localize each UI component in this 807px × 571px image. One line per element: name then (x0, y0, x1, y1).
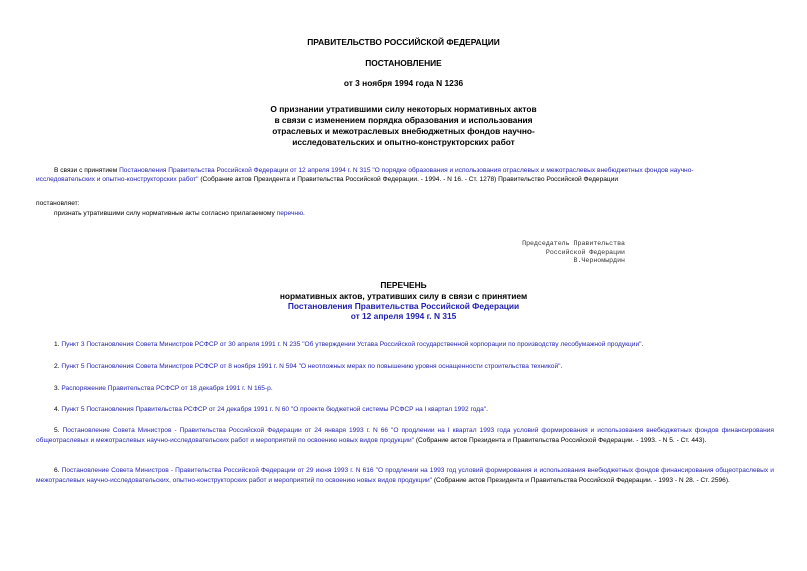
item-link[interactable]: Распоряжение Правительства РСФСР от 18 декабря 1991 г. N 165-р (61, 385, 271, 392)
date-number-heading: от 3 ноября 1994 года N 1236 (343, 78, 464, 88)
item-link[interactable]: Пункт 3 Постановления Совета Министров РСФСР от 30 апреля 1991 г. N 235 "Об утверждении Устава Российской государственной корпорации по производству лесобумажной продукции" (61, 341, 642, 348)
recognize-text (54, 209, 305, 218)
intro-suffix: (Собрание актов Президента и Правительства Российской Федерации. - 1994. - N 16. - Ст. 1278) Правительство Российской Федерации (198, 176, 619, 184)
list-item (36, 405, 774, 415)
item-number: 6. (54, 467, 62, 474)
recognize-suffix: . (303, 210, 305, 217)
item-number: 2. (54, 363, 62, 370)
title-line: О признании утратившими силу некоторых нормативных актов (270, 104, 537, 114)
item-number: 4. (54, 406, 62, 413)
title-line: в связи с изменением порядка образования и использования (274, 115, 533, 125)
list-item (36, 362, 774, 372)
title-line: отраслевых и межотраслевых внебюджетных фондов научно- (272, 126, 535, 136)
list-item (36, 384, 774, 394)
item-tail: (Собрание актов Президента и Правительства Российской Федерации. - 1993. - N 5. - Ст. 443). (414, 436, 707, 444)
intro-line (36, 166, 776, 175)
intro-paragraph (36, 166, 776, 185)
document-title (0, 104, 807, 148)
signature-line: Российской Федерации (545, 248, 625, 256)
signature-line: Председатель Правительства (522, 240, 625, 247)
list-source-link-date[interactable]: от 12 апреля 1994 г. N 315 (350, 311, 457, 321)
signature-line: В.Черномырдин (573, 257, 625, 264)
list-item (36, 426, 774, 446)
item-tail: . (641, 341, 644, 348)
resolution-315-link[interactable]: Постановления Правительства Российской Федерации от 12 апреля 1994 г. N 315 "О порядке образования и использования отраслевых и межотраслевых внебюджетных фондов научно- (119, 167, 694, 174)
item-link[interactable]: Постановление Совета Министров - Правительства Российской Федерации от 24 января 1993 г. N 66 "О продлении на I квартал 1993 года условий формирования и использования внебюджетных фондов финансирования общеотраслевых и межотраслевых научно-исследовательских работ и мероприятий по освоению новых видов продукции" (36, 427, 774, 444)
resolves-text: постановляет: (36, 200, 80, 207)
signature-block (480, 240, 625, 266)
org-heading: ПРАВИТЕЛЬСТВО РОССИЙСКОЙ ФЕДЕРАЦИИ (307, 37, 500, 47)
list-subtitle: нормативных актов, утративших силу в связи с принятием (279, 291, 528, 301)
list-title: ПЕРЕЧЕНЬ (380, 280, 427, 290)
list-item (36, 466, 774, 486)
doc-type-heading: ПОСТАНОВЛЕНИЕ (365, 58, 442, 68)
list-source-link[interactable]: Постановления Правительства Российской Федерации (287, 301, 520, 311)
item-link[interactable]: Пункт 5 Постановления Правительства РСФСР от 24 декабря 1991 г. N 60 "О проекте бюджетной системы РСФСР на I квартал 1992 года" (61, 406, 487, 413)
resolution-315-link-continued[interactable]: исследовательских и опытно-конструкторских работ" (36, 176, 199, 184)
item-number: 3. (54, 385, 62, 392)
intro-prefix: В связи с принятием (54, 167, 120, 174)
item-tail: . (270, 385, 273, 392)
title-line: исследовательских и опытно-конструкторских работ (292, 137, 515, 147)
item-tail: . (486, 406, 488, 413)
item-number: 1. (54, 341, 62, 348)
item-link[interactable]: Пункт 5 Постановления Совета Министров РСФСР от 8 ноября 1991 г. N 594 "О неотложных мерах по повышению уровня оснащенности строительства техникой" (61, 363, 561, 370)
item-tail: (Собрание актов Президента и Правительства Российской Федерации. - 1993 - N 28. - Ст. 2596). (432, 476, 730, 484)
intro-line (36, 175, 776, 184)
list-item (36, 340, 774, 350)
item-number: 5. (54, 427, 63, 434)
item-link[interactable]: Постановление Совета Министров - Правительства Российской Федерации от 29 июня 1993 г. N 616 "О продлении на 1993 год условий формирования и использования внебюджетных фондов финансирования общеотраслевых и межотраслевых научно-исследовательских, опытно-конструкторских работ и мероприятий по освоению новых видов продукции" (36, 467, 774, 484)
recognize-prefix: признать утратившими силу нормативные акты согласно прилагаемому (54, 210, 277, 217)
list-link[interactable]: перечню (276, 210, 304, 217)
item-tail: . (560, 363, 563, 370)
